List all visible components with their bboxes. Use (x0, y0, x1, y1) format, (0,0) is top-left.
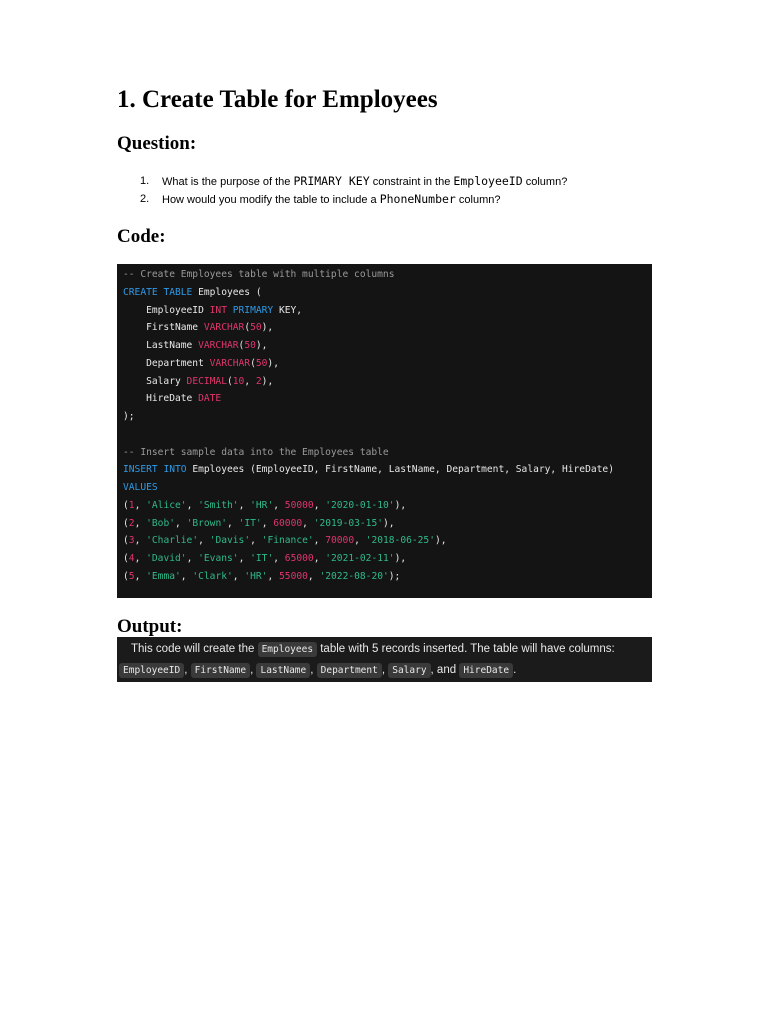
code-number: 50 (250, 322, 262, 334)
code-text: Department (123, 357, 210, 369)
code-string: 'HR' (250, 499, 274, 511)
code-chip: Employees (258, 642, 317, 657)
question-number: 1. (140, 175, 150, 187)
output-separator: . (513, 664, 517, 676)
code-text: Employees (EmployeeID, FirstName, LastName, Department, Salary, HireDate) (186, 464, 614, 476)
code-type: VARCHAR (209, 357, 251, 369)
code-value-row: (4, 'David', 'Evans', 'IT', 65000, '2021-02-11'), (123, 553, 407, 564)
question-text: constraint in the (369, 176, 454, 188)
code-number: 2 (128, 517, 135, 529)
code-line: Department VARCHAR(50), (123, 357, 279, 369)
code-keyword: VALUES (123, 482, 158, 493)
code-chip: FirstName (191, 663, 250, 678)
code-line: Salary DECIMAL(10, 2), (123, 375, 274, 387)
question-text: What is the purpose of the (162, 176, 294, 188)
code-string: 'Evans' (198, 553, 239, 564)
output-columns-line (119, 660, 652, 681)
code-text: Employees ( (192, 286, 262, 298)
output-separator: , (184, 664, 191, 676)
code-text: ); (388, 570, 401, 582)
code-value-row: (5, 'Emma', 'Clark', 'HR', 55000, '2022-08-20'); (123, 570, 401, 582)
inline-code: PhoneNumber (379, 192, 456, 206)
code-line (123, 390, 646, 408)
code-number: 10 (232, 375, 245, 387)
code-chip: LastName (256, 663, 310, 678)
code-string: 'Davis' (209, 535, 251, 547)
code-number: 1 (128, 499, 135, 511)
code-type: VARCHAR (198, 340, 239, 351)
code-comment: -- Create Employees table with multiple columns (123, 269, 395, 280)
code-string: 'IT' (250, 553, 274, 564)
code-text: Salary (123, 375, 187, 387)
output-separator: , (310, 664, 317, 676)
code-number: 60000 (273, 517, 303, 529)
code-type: DECIMAL (186, 375, 227, 387)
code-string: 'Emma' (146, 570, 181, 582)
code-value-row: (1, 'Alice', 'Smith', 'HR', 50000, '2020-01-10'), (123, 499, 407, 511)
code-blank-line (123, 426, 646, 444)
code-text: EmployeeID (123, 304, 210, 316)
code-chip: EmployeeID (119, 663, 184, 678)
question-list (117, 172, 652, 208)
code-number: 5 (128, 570, 135, 582)
code-text: ), (394, 553, 407, 564)
question-item (117, 172, 652, 190)
code-string: 'Alice' (146, 499, 187, 511)
code-string: 'Clark' (192, 570, 233, 582)
code-string: 'Brown' (186, 517, 228, 529)
code-keyword: CREATE (123, 286, 158, 298)
code-number: 2 (255, 375, 262, 387)
code-line (123, 302, 646, 320)
value-rows (123, 497, 646, 586)
code-number: 3 (128, 535, 135, 547)
output-text: This code will create the (131, 643, 258, 655)
code-number: 50 (244, 340, 256, 351)
code-number: 4 (128, 553, 135, 564)
code-number: 55000 (279, 570, 308, 582)
code-keyword: INSERT (123, 464, 158, 476)
code-type: VARCHAR (203, 322, 245, 334)
code-number: 70000 (325, 535, 355, 547)
output-separator: , and (430, 664, 460, 676)
question-heading: Question: (117, 133, 197, 154)
code-text: LastName (123, 340, 199, 351)
output-heading: Output: (117, 616, 183, 637)
code-chip: HireDate (459, 663, 513, 678)
code-value-row: (2, 'Bob', 'Brown', 'IT', 60000, '2019-03-15'), (123, 517, 395, 529)
code-string: 'David' (146, 553, 187, 564)
code-number: 50 (255, 357, 268, 369)
code-string: 'Bob' (146, 517, 176, 529)
code-heading: Code: (117, 226, 166, 247)
code-keyword: TABLE (163, 286, 193, 298)
code-line: FirstName VARCHAR(50), (123, 322, 274, 334)
question-text: How would you modify the table to include a (162, 194, 380, 206)
code-number: 65000 (284, 553, 314, 564)
output-line (131, 639, 652, 660)
code-string: 'HR' (244, 570, 268, 582)
code-line (123, 284, 646, 302)
code-string: 'Finance' (261, 535, 314, 547)
code-text: ), (394, 499, 407, 511)
code-block (117, 264, 652, 598)
code-line: LastName VARCHAR(50), (123, 340, 268, 351)
question-text: column? (522, 176, 568, 188)
code-text: KEY, (273, 304, 303, 316)
code-text: FirstName (123, 322, 204, 334)
output-block (117, 637, 652, 682)
code-string: '2022-08-20' (319, 570, 389, 582)
code-string: 'Charlie' (146, 535, 199, 547)
question-text: column? (455, 194, 501, 206)
code-chip: Salary (388, 663, 430, 678)
code-chip: Department (317, 663, 382, 678)
code-string: '2019-03-15' (313, 517, 384, 529)
code-string: 'IT' (238, 517, 262, 529)
code-text: HireDate (123, 393, 199, 405)
output-separator: , (250, 664, 257, 676)
question-item (117, 190, 652, 208)
code-string: 'Smith' (198, 499, 239, 511)
output-separator: , (381, 664, 389, 676)
inline-code: EmployeeID (453, 174, 523, 188)
code-value-row: (3, 'Charlie', 'Davis', 'Finance', 70000, '2018-06-25'), (123, 535, 447, 547)
output-text: table with 5 records inserted. The table will have columns: (317, 643, 615, 655)
page-title: 1. Create Table for Employees (117, 86, 438, 113)
code-text: ), (383, 517, 395, 529)
inline-code: PRIMARY KEY (293, 174, 370, 188)
code-string: '2020-01-10' (325, 499, 395, 511)
code-text: ), (434, 535, 447, 547)
code-type: DATE (198, 393, 222, 405)
code-number: 50000 (284, 499, 314, 511)
code-keyword: INTO (163, 464, 187, 476)
code-line (123, 461, 646, 479)
code-keyword: PRIMARY (232, 304, 274, 316)
code-comment: -- Insert sample data into the Employees table (123, 446, 389, 458)
question-number: 2. (140, 193, 150, 205)
code-string: '2018-06-25' (365, 535, 435, 547)
code-string: '2021-02-11' (325, 553, 395, 564)
code-type: INT (209, 304, 227, 316)
code-text: ); (123, 411, 135, 422)
